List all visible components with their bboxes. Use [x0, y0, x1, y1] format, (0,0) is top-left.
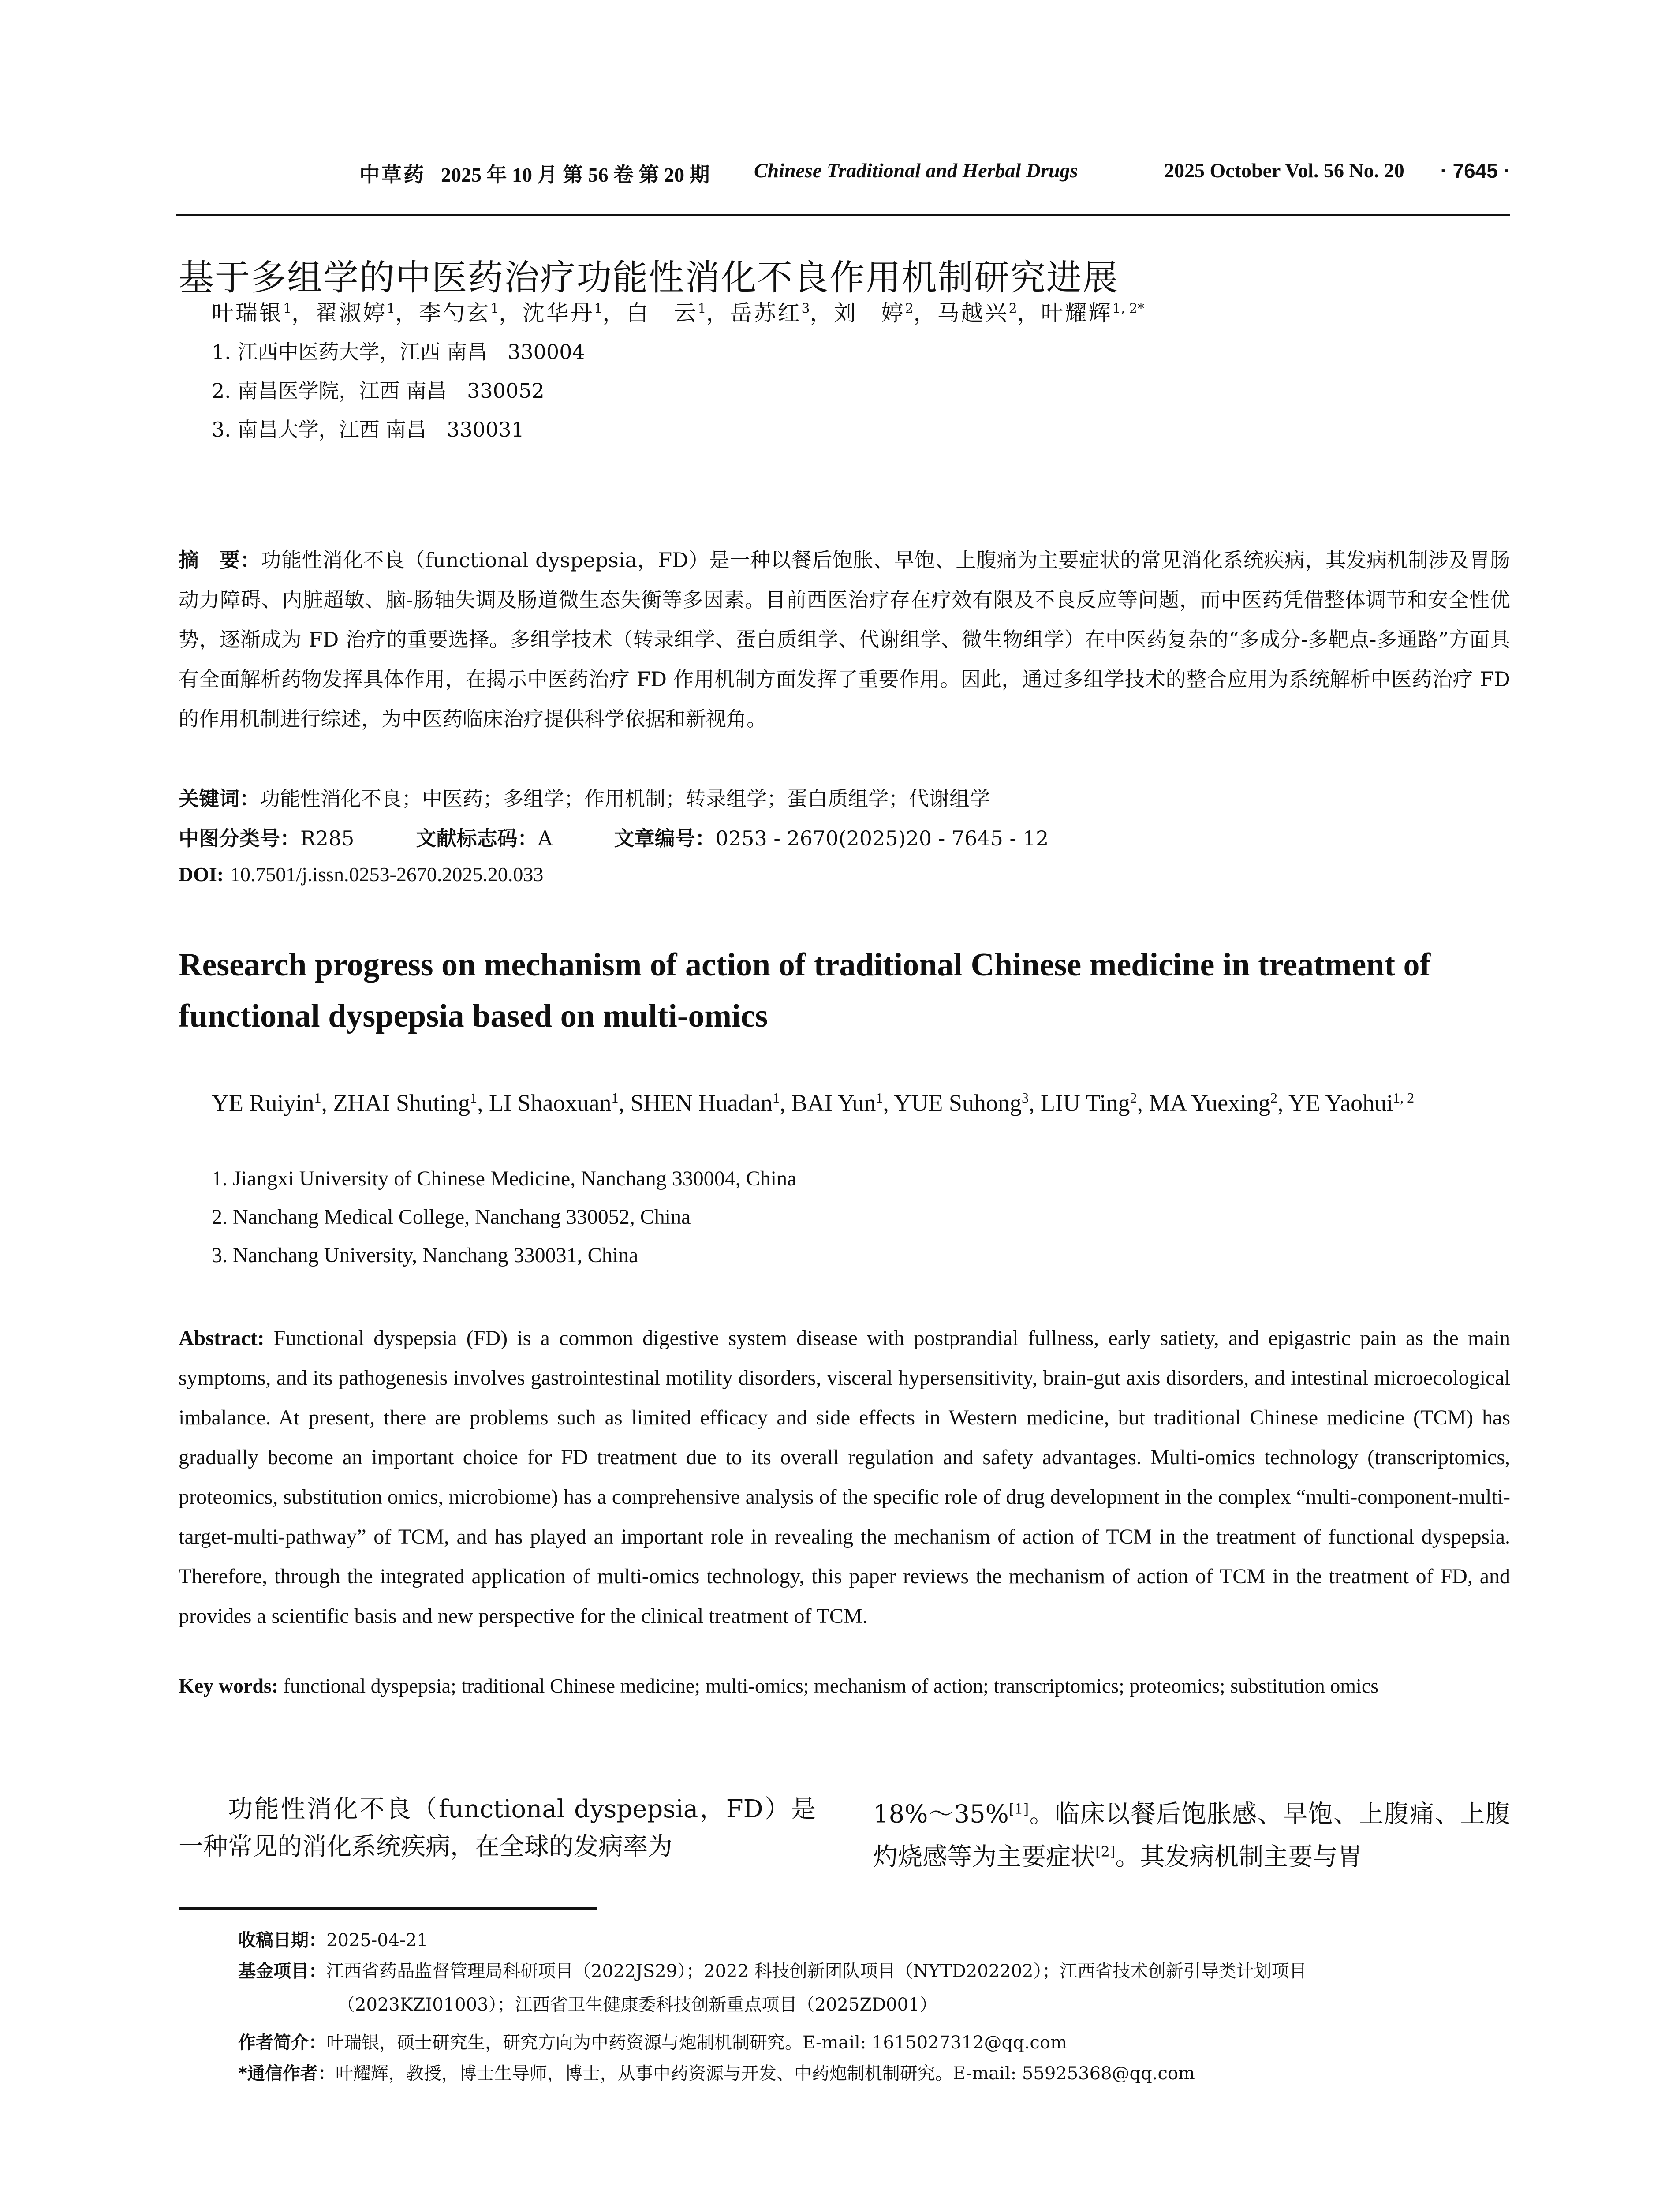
title-cn: 基于多组学的中医药治疗功能性消化不良作用机制研究进展 [179, 257, 1119, 298]
author-cn: 岳苏红$^3$， [730, 300, 834, 326]
citation-ref[interactable]: [1] [1008, 1801, 1029, 1817]
running-header [176, 159, 1510, 190]
affiliation-cn: 2. 南昌医学院，江西 南昌 330052 [212, 379, 545, 403]
abstract-cn [179, 540, 1510, 739]
corresponding-author: *通信作者：叶耀辉，教授，博士生导师，博士，从事中药资源与开发、中药炮制机制研究。E-mail: 55925368@qq.com [238, 2063, 1195, 2084]
doi-link[interactable]: 10.7501/j.issn.0253-2670.2025.20.033 [230, 863, 544, 886]
author-en: MA Yuexing$^2$, [1149, 1090, 1289, 1116]
keywords-cn-text: 功能性消化不良；中医药；多组学；作用机制；转录组学；蛋白质组学；代谢组学 [260, 787, 990, 811]
author-en: LIU Ting$^2$, [1040, 1090, 1149, 1116]
issue-info-en: 2025 October Vol. 56 No. 20 [1164, 159, 1404, 182]
doi-label: DOI: [179, 863, 224, 886]
author-cn: 李勺玄$^1$， [419, 300, 523, 326]
keywords-en-text: functional dyspepsia; traditional Chinese medicine; multi-omics; mechanism of action; transcriptomics; proteomics; substitution omics [283, 1674, 1379, 1697]
author-cn: 叶耀辉$^{1, 2*}$ [1041, 300, 1144, 326]
author-en: YE Yaohui$^{1, 2}$ [1288, 1090, 1415, 1116]
affiliation-cn: 3. 南昌大学，江西 南昌 330031 [212, 418, 524, 441]
body-column-left: 功能性消化不良（functional dyspepsia，FD）是一种常见的消化系统疾病，在全球的发病率为 [179, 1795, 816, 1861]
author-cn: 马越兴$^2$， [937, 300, 1041, 326]
authors-cn [212, 295, 1144, 327]
article-no-value: 0253 - 2670(2025)20 - 7645 - 12 [715, 826, 1049, 850]
article-no-label: 文章编号： [614, 826, 716, 850]
author-en: SHEN Huadan$^1$, [630, 1090, 791, 1116]
affiliation-en: 3. Nanchang University, Nanchang 330031, China [212, 1244, 638, 1267]
citation-ref[interactable]: [2] [1095, 1843, 1116, 1860]
clc-value: R285 [300, 826, 355, 850]
page-number: · 7645 · [1440, 159, 1510, 182]
title-en: Research progress on mechanism of action of traditional Chinese medicine in treatment of functional dyspepsia based on multi-omics [179, 947, 1431, 1034]
abstract-cn-text: 功能性消化不良（functional dyspepsia，FD）是一种以餐后饱胀、早饱、上腹痛为主要症状的常见消化系统疾病，其发病机制涉及胃肠动力障碍、内脏超敏、脑-肠轴失调及肠道微生态失衡等多因素。目前西医治疗存在疗效有限及不良反应等问题，而中医药凭借整体调节和安全性优势，逐渐成为 FD 治疗的重要选择。多组学技术（转录组学、蛋白质组学、代谢组学、微生物组学）在中医药复杂的“多成分-多靶点-多通路”方面具有全面解析药物发挥具体作用，在揭示中医药治疗 FD 作用机制方面发挥了重要作用。因此，通过多组学技术的整合应用为系统解析中医药治疗 FD 的作用机制进行综述，为中医药临床治疗提供科学依据和新视角。 [179, 548, 1511, 731]
affiliation-en: 2. Nanchang Medical College, Nanchang 330052, China [212, 1205, 691, 1229]
affiliation-en: 1. Jiangxi University of Chinese Medicine, Nanchang 330004, China [212, 1167, 797, 1190]
author-cn: 沈华丹$^1$， [523, 300, 627, 326]
affiliation-cn: 1. 江西中医药大学，江西 南昌 330004 [212, 340, 585, 364]
journal-name-cn: 中草药 [359, 163, 426, 187]
author-en: YE Ruiyin$^1$, [212, 1090, 333, 1116]
author-en: LI Shaoxuan$^1$, [489, 1090, 631, 1116]
doc-code-value: A [538, 826, 553, 850]
keywords-cn [179, 783, 990, 812]
author-cn: 白 云$^1$， [626, 300, 730, 326]
author-en: YUE Suhong$^3$, [894, 1090, 1041, 1116]
classification-line [179, 822, 1049, 852]
author-cn: 刘 婷$^2$， [833, 300, 937, 326]
abstract-en-text: Functional dyspepsia (FD) is a common digestive system disease with postprandial fullness, early satiety, and epigastric pain as the main symptoms, and its pathogenesis involves gastrointestinal motility disorders, visceral hypersensitivity, brain-gut axis disorders, and intestinal microecological imbalance. At present, there are problems such as limited efficacy and side effects in Western medicine, but traditional Chinese medicine (TCM) has gradually become an important choice for FD treatment due to its overall regulation and safety advantages. Multi-omics technology (transcriptomics, proteomics, substitution omics, microbiome) has a comprehensive analysis of the specific role of drug development in the complex “multi-component-multi-target-multi-pathway” of TCM, and has played an important role in revealing the mechanism of action of TCM in the treatment of functional dyspepsia. Therefore, through the integrated application of multi-omics technology, this paper reviews the mechanism of action of TCM in the treatment of FD, and provides a scientific basis and new perspective for the clinical treatment of TCM. [179, 1327, 1510, 1628]
keywords-cn-label: 关键词： [179, 787, 260, 811]
issue-info-cn: 2025 年 10 月 第 56 卷 第 20 期 [441, 164, 710, 186]
abstract-en-label: Abstract: [179, 1327, 265, 1350]
author-en: BAI Yun$^1$, [791, 1090, 894, 1116]
header-divider [176, 214, 1510, 216]
authors-en [212, 1078, 1517, 1122]
keywords-en [179, 1667, 1510, 1705]
doc-code-label: 文献标志码： [416, 826, 538, 850]
clc-label: 中图分类号： [179, 826, 300, 850]
author-bio: 作者简介：叶瑞银，硕士研究生，研究方向为中药资源与炮制机制研究。E-mail: 1615027312@qq.com [238, 2033, 1067, 2053]
body-column-right: 18%～35%[1]。临床以餐后饱胀感、早饱、上腹痛、上腹灼烧感等为主要症状[2]。其发病机制主要与胃 [873, 1800, 1511, 1872]
author-en: ZHAI Shuting$^1$, [333, 1090, 489, 1116]
funding-note: 基金项目：江西省药品监督管理局科研项目（2022JS29）；2022 科技创新团队项目（NYTD202202）；江西省技术创新引导类计划项目 （2023KZI01003）；江西省卫生健康委科技创新重点项目（2025ZD001） [238, 1961, 1307, 2015]
received-date: 收稿日期：2025-04-21 [238, 1930, 428, 1951]
abstract-en [179, 1319, 1510, 1636]
author-cn: 翟淑婷$^1$， [315, 300, 419, 326]
keywords-en-label: Key words: [179, 1674, 279, 1697]
abstract-cn-label: 摘 要： [179, 548, 261, 572]
doi-line [179, 862, 543, 886]
journal-name-en: Chinese Traditional and Herbal Drugs [754, 159, 1078, 182]
author-cn: 叶瑞银$^1$， [212, 300, 316, 326]
footnote-divider [179, 1907, 597, 1910]
